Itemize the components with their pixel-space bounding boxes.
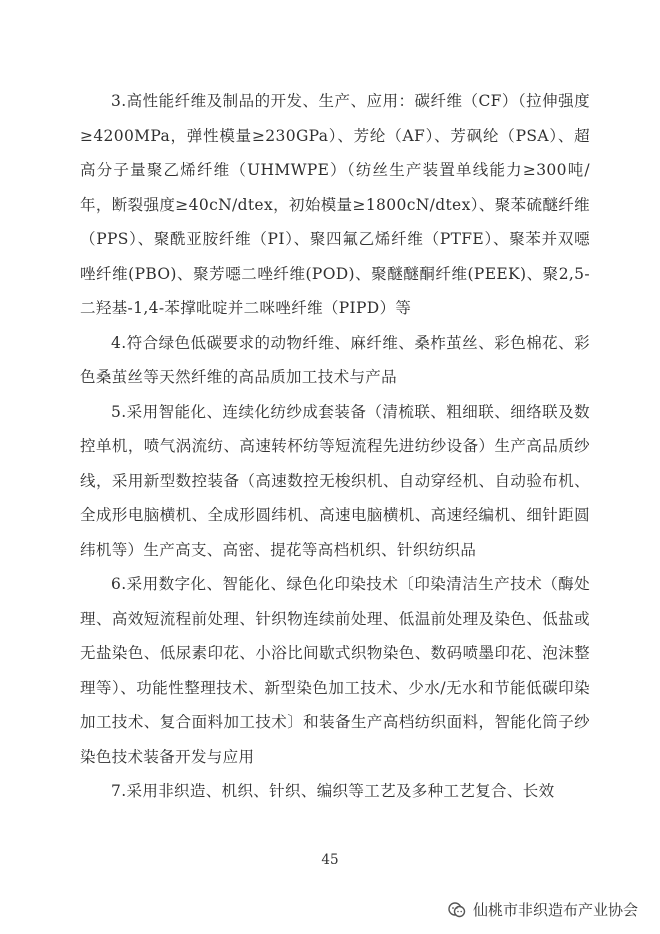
document-body bbox=[80, 84, 590, 809]
paragraph-item-7: 7.采用非织造、机织、针织、编织等工艺及多种工艺复合、长效 bbox=[111, 782, 555, 800]
page-number: 45 bbox=[321, 852, 339, 868]
paragraph-item-6: 6.采用数字化、智能化、绿色化印染技术〔印染清洁生产技术（酶处理、高效短流程前处理、针织物连续前处理、低温前处理及染色、低盐或无盐染色、低尿素印花、小浴比间歇式织物染色、数码喷墨印花、泡沫整理等）、功能性整理技术、新型染色加工技术、少水/无水和节能低碳印染加工技术、复合面料加工技术〕和装备生产高档纺织面料，智能化筒子纱染色技术装备开发与应用 bbox=[80, 575, 590, 766]
paragraph-item-5: 5.采用智能化、连续化纺纱成套装备（清梳联、粗细联、细络联及数控单机，喷气涡流纺、高速转杯纺等短流程先进纺纱设备）生产高品质纱线，采用新型数控装备（高速数控无梭织机、自动穿经机、自动验布机、全成形电脑横机、全成形圆纬机、高速电脑横机、高速经编机、细针距圆纬机等）生产高支、高密、提花等高档机织、针织纺织品 bbox=[80, 402, 590, 559]
paragraph-item-3: 3.高性能纤维及制品的开发、生产、应用：碳纤维（CF）（拉伸强度≥4200MPa，弹性模量≥230GPa）、芳纶（AF）、芳砜纶（PSA）、超高分子量聚乙烯纤维（UHMWPE）（纺丝生产装置单线能力≥300吨/年，断裂强度≥40cN/dtex，初始模量≥1800cN/dtex）、聚苯硫醚纤维（PPS）、聚酰亚胺纤维（PI）、聚四氟乙烯纤维（PTFE）、聚苯并双噁唑纤维(PBO)、聚芳噁二唑纤维(POD)、聚醚醚酮纤维(PEEK)、聚2,5-二羟基-1,4-苯撑吡啶并二咪唑纤维（PIPD）等 bbox=[80, 92, 590, 317]
watermark-text: 仙桃市非织造布产业协会 bbox=[472, 901, 638, 919]
source-watermark bbox=[447, 899, 638, 920]
wechat-icon bbox=[447, 900, 467, 920]
paragraph-item-4: 4.符合绿色低碳要求的动物纤维、麻纤维、桑柞茧丝、彩色棉花、彩色桑茧丝等天然纤维的高品质加工技术与产品 bbox=[80, 333, 590, 386]
